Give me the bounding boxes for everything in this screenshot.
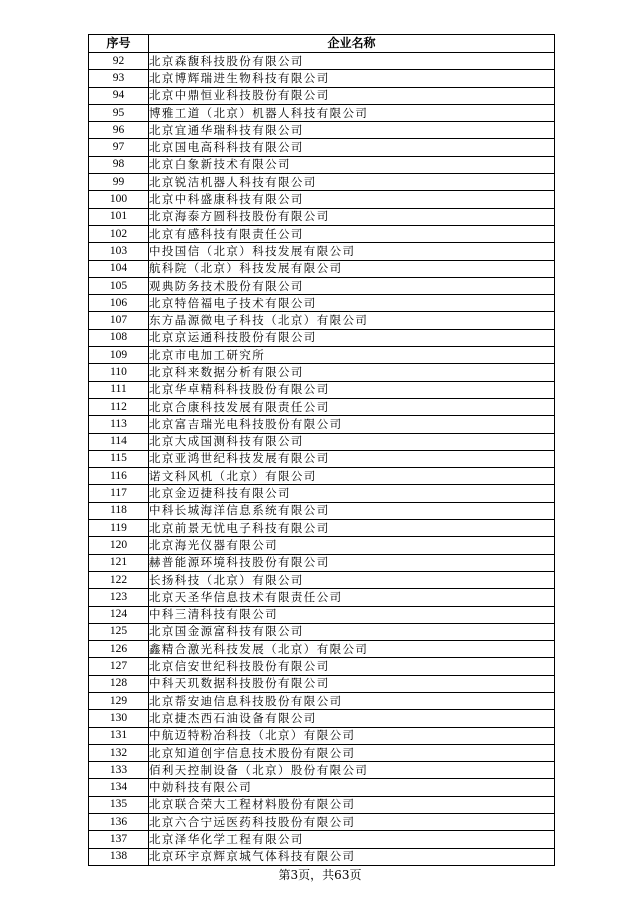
table-row [89, 779, 555, 796]
company-name-cell: 北京大成国测科技有限公司 [149, 433, 555, 450]
serial-number-cell: 94 [89, 87, 149, 104]
company-name-cell: 北京森馥科技股份有限公司 [149, 53, 555, 70]
company-name-cell: 赫普能源环境科技股份有限公司 [149, 554, 555, 571]
company-name-cell: 北京海光仪器有限公司 [149, 537, 555, 554]
table-row [89, 796, 555, 813]
company-name-cell: 北京特倍福电子技术有限公司 [149, 295, 555, 312]
serial-number-cell: 111 [89, 381, 149, 398]
serial-number-cell: 127 [89, 658, 149, 675]
company-name-cell: 北京有感科技有限责任公司 [149, 225, 555, 242]
company-name-cell: 诺文科风机（北京）有限公司 [149, 468, 555, 485]
company-name-cell: 中科长城海洋信息系统有限公司 [149, 502, 555, 519]
company-name-cell: 中科三清科技有限公司 [149, 606, 555, 623]
serial-number-cell: 134 [89, 779, 149, 796]
company-list-table [88, 34, 555, 866]
table-row [89, 831, 555, 848]
company-name-cell: 东方晶源微电子科技（北京）有限公司 [149, 312, 555, 329]
table-row [89, 433, 555, 450]
table-row [89, 623, 555, 640]
table-row [89, 104, 555, 121]
serial-number-cell: 95 [89, 104, 149, 121]
table-row [89, 347, 555, 364]
company-name-cell: 中投国信（北京）科技发展有限公司 [149, 243, 555, 260]
serial-number-cell: 97 [89, 139, 149, 156]
company-name-cell: 北京知道创宇信息技术股份有限公司 [149, 744, 555, 761]
table-row [89, 727, 555, 744]
company-name-cell: 北京前景无忧电子科技有限公司 [149, 520, 555, 537]
table-row [89, 589, 555, 606]
company-name-cell: 北京六合宁远医药科技股份有限公司 [149, 814, 555, 831]
company-name-cell: 北京帮安迪信息科技股份有限公司 [149, 692, 555, 709]
serial-number-cell: 102 [89, 225, 149, 242]
serial-number-cell: 123 [89, 589, 149, 606]
company-name-cell: 中航迈特粉冶科技（北京）有限公司 [149, 727, 555, 744]
table-row [89, 295, 555, 312]
company-name-cell: 北京联合荣大工程材料股份有限公司 [149, 796, 555, 813]
serial-number-cell: 100 [89, 191, 149, 208]
company-name-cell: 博雅工道（北京）机器人科技有限公司 [149, 104, 555, 121]
serial-number-cell: 101 [89, 208, 149, 225]
company-name-cell: 北京白象新技术有限公司 [149, 156, 555, 173]
serial-number-cell: 96 [89, 122, 149, 139]
company-name-cell: 北京中鼎恒业科技股份有限公司 [149, 87, 555, 104]
table-row [89, 122, 555, 139]
table-row [89, 208, 555, 225]
serial-number-cell: 93 [89, 70, 149, 87]
serial-number-cell: 131 [89, 727, 149, 744]
table-row [89, 191, 555, 208]
serial-number-cell: 110 [89, 364, 149, 381]
header-row [89, 35, 555, 53]
serial-number-cell: 119 [89, 520, 149, 537]
table-row [89, 710, 555, 727]
serial-number-cell: 138 [89, 848, 149, 865]
company-name-cell: 北京天圣华信息技术有限责任公司 [149, 589, 555, 606]
table-header [89, 35, 555, 53]
page-number-footer: 第3页，共63页 [278, 868, 362, 882]
table-row [89, 364, 555, 381]
serial-number-cell: 130 [89, 710, 149, 727]
serial-number-cell: 118 [89, 502, 149, 519]
table-row [89, 450, 555, 467]
company-name-cell: 北京金迈捷科技有限公司 [149, 485, 555, 502]
company-name-cell: 北京富吉瑞光电科技股份有限公司 [149, 416, 555, 433]
header-serial-number: 序号 [89, 35, 149, 53]
serial-number-cell: 124 [89, 606, 149, 623]
company-name-cell: 北京京运通科技股份有限公司 [149, 329, 555, 346]
company-name-cell: 中勍科技有限公司 [149, 779, 555, 796]
company-name-cell: 北京亚鸿世纪科技发展有限公司 [149, 450, 555, 467]
table-row [89, 848, 555, 865]
serial-number-cell: 126 [89, 641, 149, 658]
table-row [89, 174, 555, 191]
company-name-cell: 鑫精合激光科技发展（北京）有限公司 [149, 641, 555, 658]
table-row [89, 554, 555, 571]
company-name-cell: 长扬科技（北京）有限公司 [149, 571, 555, 588]
table-row [89, 814, 555, 831]
serial-number-cell: 117 [89, 485, 149, 502]
serial-number-cell: 92 [89, 53, 149, 70]
serial-number-cell: 133 [89, 762, 149, 779]
table-row [89, 502, 555, 519]
table-row [89, 520, 555, 537]
serial-number-cell: 107 [89, 312, 149, 329]
serial-number-cell: 108 [89, 329, 149, 346]
company-name-cell: 观典防务技术股份有限公司 [149, 277, 555, 294]
company-name-cell: 北京国金源富科技有限公司 [149, 623, 555, 640]
table-row [89, 260, 555, 277]
table-row [89, 658, 555, 675]
table-row [89, 606, 555, 623]
company-name-cell: 北京信安世纪科技股份有限公司 [149, 658, 555, 675]
company-name-cell: 北京捷杰西石油设备有限公司 [149, 710, 555, 727]
table-row [89, 243, 555, 260]
company-name-cell: 北京宜通华瑞科技有限公司 [149, 122, 555, 139]
serial-number-cell: 125 [89, 623, 149, 640]
serial-number-cell: 112 [89, 398, 149, 415]
company-name-cell: 北京博辉瑞进生物科技有限公司 [149, 70, 555, 87]
table-row [89, 485, 555, 502]
serial-number-cell: 105 [89, 277, 149, 294]
table-row [89, 53, 555, 70]
serial-number-cell: 128 [89, 675, 149, 692]
serial-number-cell: 122 [89, 571, 149, 588]
table-row [89, 744, 555, 761]
table-row [89, 312, 555, 329]
table-row [89, 87, 555, 104]
serial-number-cell: 121 [89, 554, 149, 571]
serial-number-cell: 115 [89, 450, 149, 467]
table-row [89, 225, 555, 242]
serial-number-cell: 136 [89, 814, 149, 831]
company-name-cell: 中科天玑数据科技股份有限公司 [149, 675, 555, 692]
company-name-cell: 北京华卓精科科技股份有限公司 [149, 381, 555, 398]
serial-number-cell: 106 [89, 295, 149, 312]
serial-number-cell: 114 [89, 433, 149, 450]
serial-number-cell: 135 [89, 796, 149, 813]
table-row [89, 675, 555, 692]
serial-number-cell: 137 [89, 831, 149, 848]
table-row [89, 692, 555, 709]
table-row [89, 381, 555, 398]
header-company-name: 企业名称 [149, 35, 555, 53]
serial-number-cell: 109 [89, 347, 149, 364]
table-row [89, 277, 555, 294]
company-name-cell: 北京科来数据分析有限公司 [149, 364, 555, 381]
table-row [89, 537, 555, 554]
table-row [89, 762, 555, 779]
company-name-cell: 北京市电加工研究所 [149, 347, 555, 364]
table-row [89, 641, 555, 658]
company-name-cell: 北京合康科技发展有限责任公司 [149, 398, 555, 415]
serial-number-cell: 120 [89, 537, 149, 554]
company-name-cell: 北京泽华化学工程有限公司 [149, 831, 555, 848]
company-name-cell: 北京锐洁机器人科技有限公司 [149, 174, 555, 191]
serial-number-cell: 129 [89, 692, 149, 709]
serial-number-cell: 132 [89, 744, 149, 761]
serial-number-cell: 116 [89, 468, 149, 485]
table-row [89, 398, 555, 415]
serial-number-cell: 113 [89, 416, 149, 433]
table-row [89, 571, 555, 588]
table-row [89, 468, 555, 485]
table-row [89, 139, 555, 156]
serial-number-cell: 98 [89, 156, 149, 173]
company-name-cell: 北京环宇京辉京城气体科技有限公司 [149, 848, 555, 865]
company-name-cell: 佰利天控制设备（北京）股份有限公司 [149, 762, 555, 779]
company-name-cell: 北京国电高科科技有限公司 [149, 139, 555, 156]
serial-number-cell: 103 [89, 243, 149, 260]
table-row [89, 416, 555, 433]
serial-number-cell: 104 [89, 260, 149, 277]
table-row [89, 156, 555, 173]
serial-number-cell: 99 [89, 174, 149, 191]
table-body [89, 53, 555, 866]
table-row [89, 329, 555, 346]
table-row [89, 70, 555, 87]
company-name-cell: 北京海泰方圆科技股份有限公司 [149, 208, 555, 225]
company-name-cell: 北京中科盛康科技有限公司 [149, 191, 555, 208]
company-name-cell: 航科院（北京）科技发展有限公司 [149, 260, 555, 277]
